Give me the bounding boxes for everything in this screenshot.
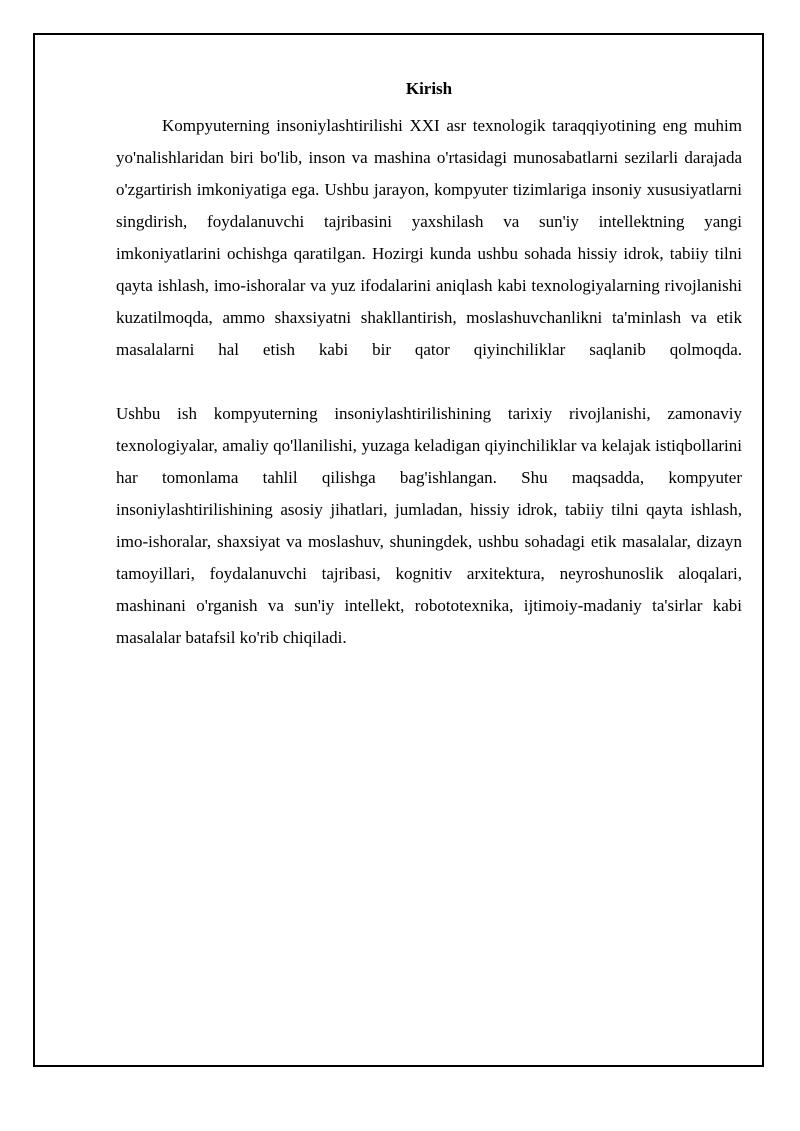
- paragraph-scope: Ushbu ish kompyuterning insoniylashtirilishining tarixiy rivojlanishi, zamonaviy texnologiyalar, amaliy qo'llanilishi, yuzaga keladigan qiyinchiliklar va kelajak istiqbollarini har tomonlama tahlil qilishga bag'ishlangan. Shu maqsadda, kompyuter insoniylashtirilishining asosiy jihatlari, jumladan, hissiy idrok, tabiiy tilni qayta ishlash, imo-ishoralar, shaxsiyat va moslashuv, shuningdek, ushbu sohadagi etik masalalar, dizayn tamoyillari, foydalanuvchi tajribasi, kognitiv arxitektura, neyroshunoslik aloqalari, mashinani o'rganish va sun'iy intellekt, robototexnika, ijtimoiy-madaniy ta'sirlar kabi masalalar batafsil ko'rib chiqiladi.: [116, 404, 742, 647]
- paragraph-spacer: [116, 366, 742, 398]
- page-title: Kirish: [405, 79, 453, 98]
- paragraph-intro: Kompyuterning insoniylashtirilishi XXI asr texnologik taraqqiyotining eng muhim yo'nalishlaridan biri bo'lib, inson va mashina o'rtasidagi munosabatlarni sezilarli darajada o'zgartirish imkoniyatiga ega. Ushbu jarayon, kompyuter tizimlariga insoniy xususiyatlarni singdirish, foydalanuvchi tajribasini yaxshilash va sun'iy intellektning yangi imkoniyatlarini ochishga qaratilgan. Hozirgi kunda ushbu sohada hissiy idrok, tabiiy tilni qayta ishlash, imo-ishoralar va yuz ifodalarini aniqlash kabi texnologiyalarning rivojlanishi kuzatilmoqda, ammo shaxsiyatni shakllantirish, moslashuvchanlikni ta'minlash va etik masalalarni hal etish kabi bir qator qiyinchiliklar saqlanib qolmoqda.: [116, 116, 742, 359]
- document-body: [116, 78, 742, 654]
